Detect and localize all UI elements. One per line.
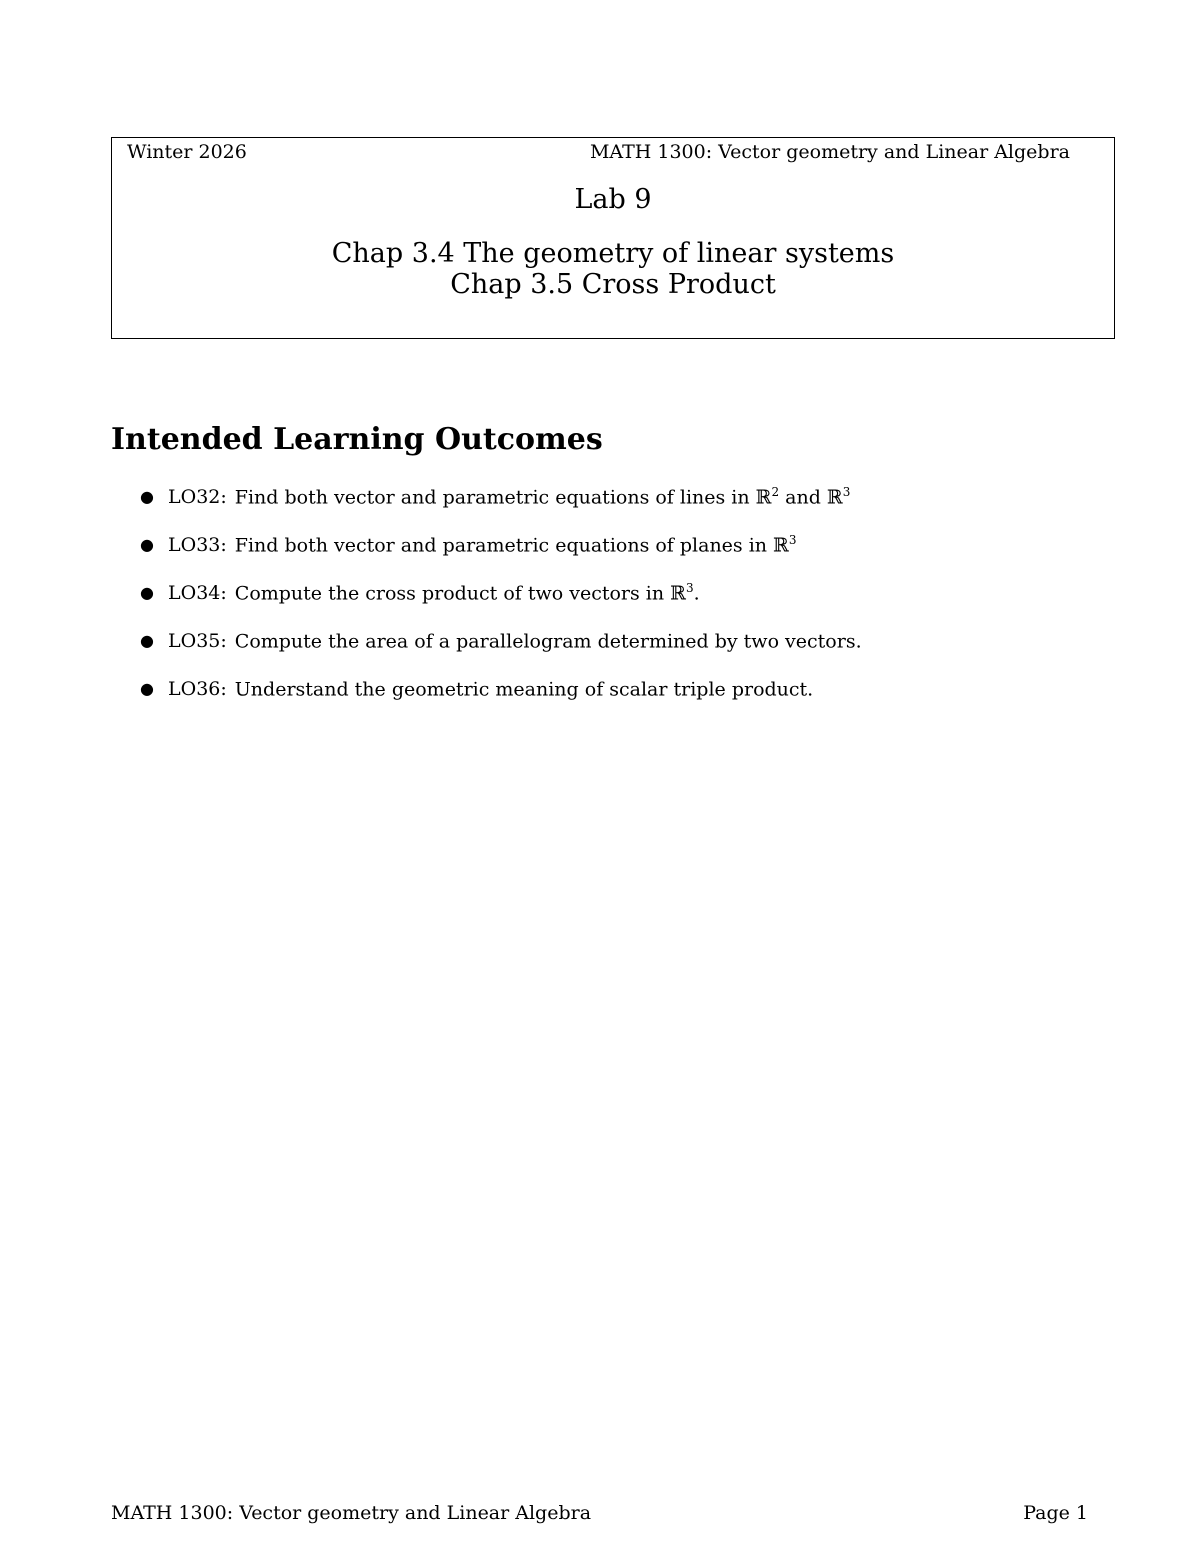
list-item bbox=[140, 677, 862, 725]
outcome-text-end: . bbox=[693, 582, 700, 605]
outcome-text: Find both vector and parametric equations of lines in ℝ bbox=[234, 486, 772, 509]
outcome-text: Find both vector and parametric equations of planes in ℝ bbox=[234, 534, 789, 557]
learning-outcomes-list bbox=[140, 485, 862, 725]
chapter-subtitle: Chap 3.4 The geometry of linear systems bbox=[331, 238, 895, 269]
outcome-id: LO33: bbox=[168, 534, 227, 557]
superscript: 2 bbox=[771, 485, 780, 499]
section-heading: Intended Learning Outcomes bbox=[111, 422, 603, 457]
outcome-id: LO36: bbox=[168, 678, 227, 701]
list-item bbox=[140, 533, 862, 581]
chapter-subtitle: Chap 3.5 Cross Product bbox=[450, 269, 776, 300]
list-item bbox=[140, 629, 862, 677]
outcome-text: Compute the area of a parallelogram determined by two vectors. bbox=[234, 630, 862, 653]
outcome-text-mid: and ℝ bbox=[779, 486, 843, 509]
bullet-icon: ● bbox=[140, 679, 154, 698]
chapter-subtitles bbox=[112, 238, 1114, 300]
header-box bbox=[111, 137, 1115, 339]
bullet-icon: ● bbox=[140, 583, 154, 602]
outcome-id: LO34: bbox=[168, 582, 227, 605]
term: Winter 2026 bbox=[127, 141, 247, 163]
page-number: Page 1 bbox=[1023, 1502, 1088, 1524]
outcome-id: LO35: bbox=[168, 630, 227, 653]
superscript: 3 bbox=[842, 485, 851, 499]
outcome-id: LO32: bbox=[168, 486, 227, 509]
superscript: 3 bbox=[788, 533, 797, 547]
list-item bbox=[140, 485, 862, 533]
outcome-text: Understand the geometric meaning of scalar triple product. bbox=[234, 678, 814, 701]
footer-course-title: MATH 1300: Vector geometry and Linear Algebra bbox=[111, 1502, 592, 1524]
lab-title: Lab 9 bbox=[574, 184, 652, 215]
superscript: 3 bbox=[685, 581, 694, 595]
bullet-icon: ● bbox=[140, 487, 154, 506]
course-title-header: MATH 1300: Vector geometry and Linear Algebra bbox=[589, 141, 1070, 163]
bullet-icon: ● bbox=[140, 631, 154, 650]
outcome-text: Compute the cross product of two vectors in ℝ bbox=[234, 582, 686, 605]
list-item bbox=[140, 581, 862, 629]
bullet-icon: ● bbox=[140, 535, 154, 554]
